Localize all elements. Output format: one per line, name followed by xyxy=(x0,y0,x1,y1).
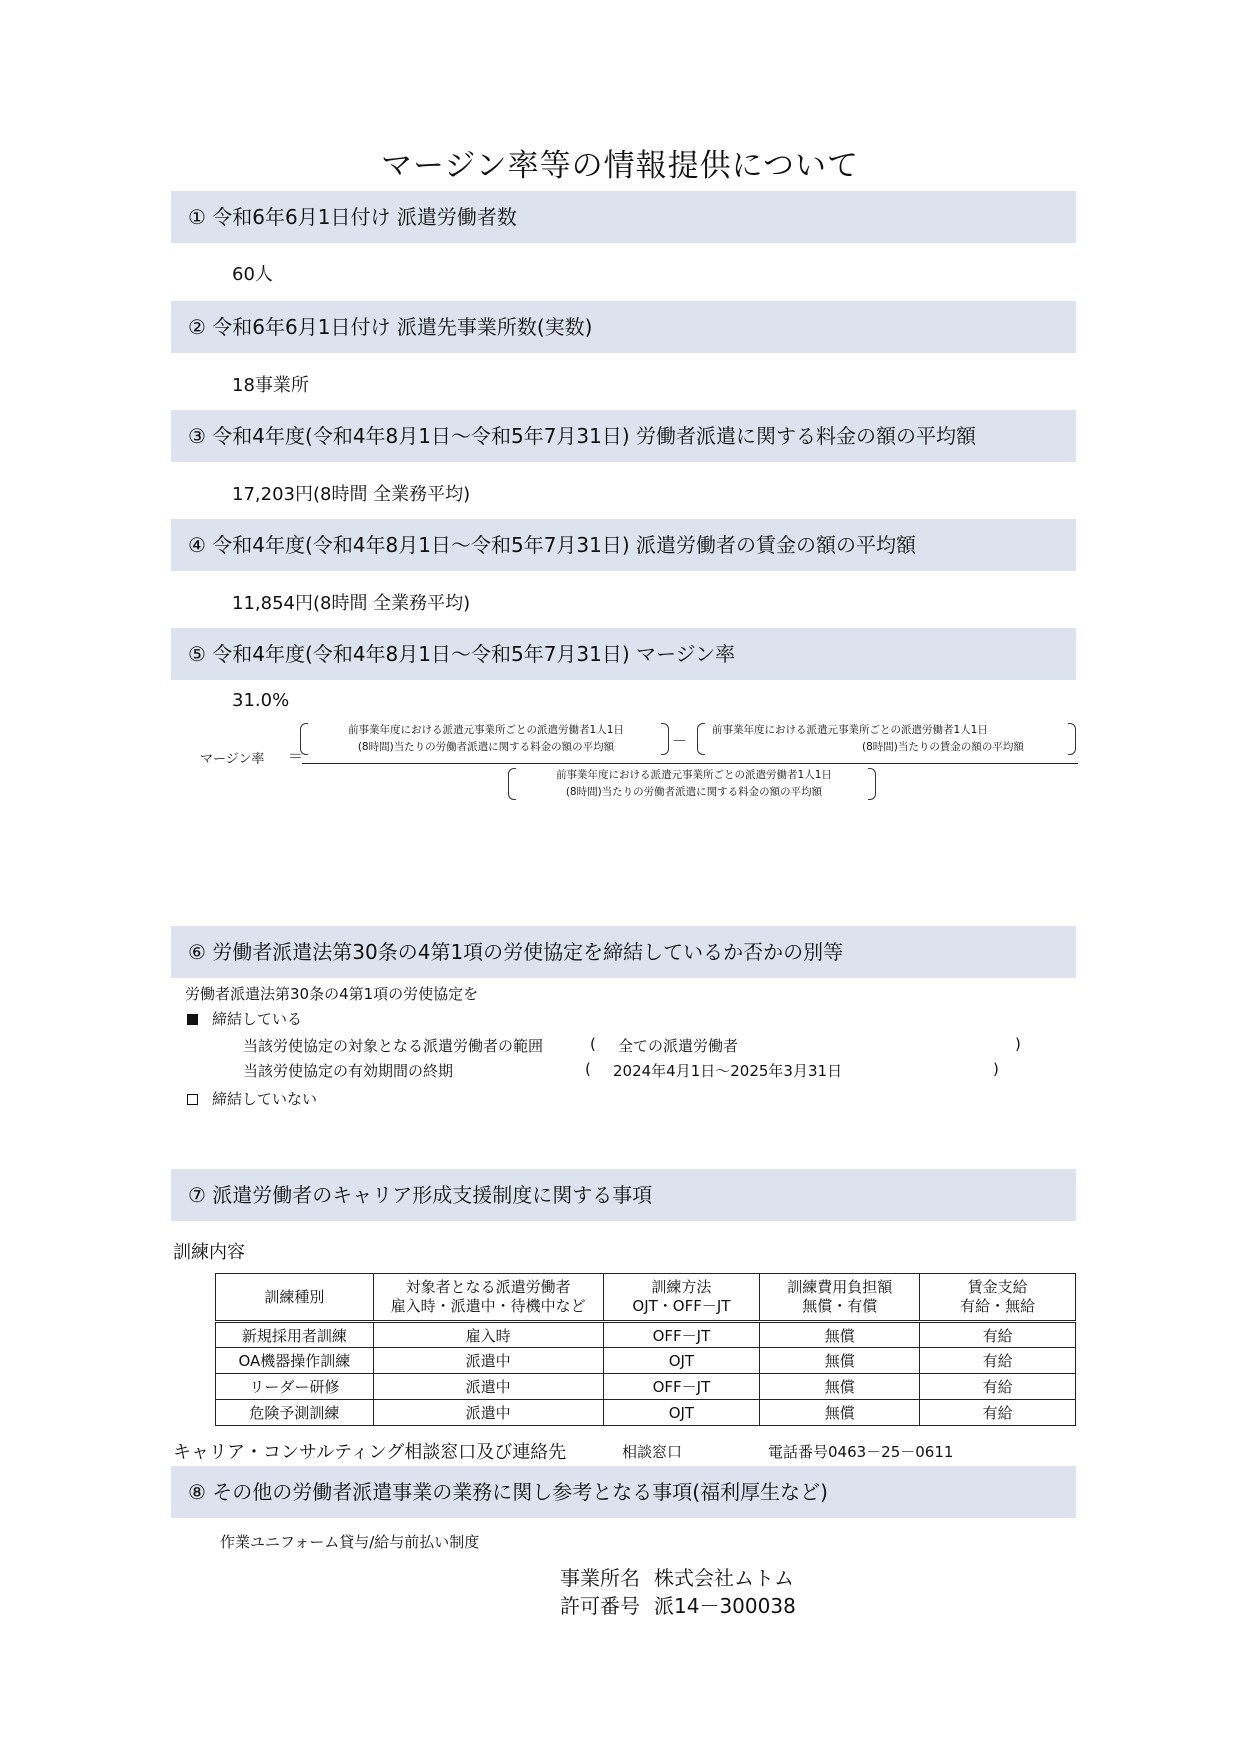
training-label: 訓練内容 xyxy=(173,1242,245,1263)
training-table xyxy=(215,1273,1076,1426)
section-5-header xyxy=(171,628,1076,680)
agreement-scope-close: ) xyxy=(1015,1035,1021,1053)
formula-minus: － xyxy=(672,732,688,750)
agreement-term-open: ( xyxy=(585,1060,591,1078)
table-row xyxy=(216,1374,1076,1400)
training-cell-method: OJT xyxy=(603,1400,760,1426)
formula-numerator-a-line1: 前事業年度における派遣元事業所ごとの派遣労働者1人1日 xyxy=(348,724,624,736)
formula-denominator-line1: 前事業年度における派遣元事業所ごとの派遣労働者1人1日 xyxy=(556,769,832,781)
training-table-header-row xyxy=(216,1274,1076,1322)
office-name-label: 事業所名 xyxy=(560,1566,640,1590)
section-6-header xyxy=(171,926,1076,978)
section-3-header xyxy=(171,410,1076,462)
agreement-option-no xyxy=(187,1088,317,1109)
section-8-header xyxy=(171,1466,1076,1518)
training-cell-type: 危険予測訓練 xyxy=(216,1400,374,1426)
section-1-header xyxy=(171,191,1076,243)
training-cell-method: OFF－JT xyxy=(603,1322,760,1348)
office-name xyxy=(560,1562,794,1591)
formula-denominator xyxy=(524,767,864,801)
formula-denominator-line2: (8時間)当たりの労働者派遣に関する料金の額の平均額 xyxy=(565,786,823,798)
training-cell-target: 派遣中 xyxy=(373,1374,603,1400)
training-cell-cost: 無償 xyxy=(760,1348,920,1374)
section-7-header xyxy=(171,1169,1076,1221)
section-5-value: 31.0% xyxy=(232,690,290,711)
training-cell-wage: 有給 xyxy=(920,1374,1076,1400)
agreement-term-close: ) xyxy=(993,1060,999,1078)
section-8-heading: ⑧ その他の労働者派遣事業の業務に関し参考となる事項(福利厚生など) xyxy=(188,1480,828,1504)
training-cell-target: 派遣中 xyxy=(373,1348,603,1374)
section-3-heading: ③ 令和4年度(令和4年8月1日～令和5年7月31日) 労働者派遣に関する料金の額の平均額 xyxy=(188,424,977,448)
section-4-heading: ④ 令和4年度(令和4年8月1日～令和5年7月31日) 派遣労働者の賃金の額の平均額 xyxy=(188,533,917,557)
career-label: キャリア・コンサルティング相談窓口及び連絡先 xyxy=(173,1442,567,1463)
agreement-scope-open: ( xyxy=(590,1035,596,1053)
training-header-wage: 賃金支給 有給・無給 xyxy=(920,1274,1076,1322)
formula-label: マージン率 xyxy=(200,752,265,767)
training-cell-target: 雇入時 xyxy=(373,1322,603,1348)
formula-equals: ＝ xyxy=(288,747,304,765)
section-3-value: 17,203円(8時間 全業務平均) xyxy=(232,484,471,505)
formula-bracket-right-b xyxy=(1068,723,1076,755)
page-title: マージン率等の情報提供について xyxy=(381,148,859,184)
agreement-option-yes xyxy=(187,1008,302,1029)
section-2-value: 18事業所 xyxy=(232,375,309,396)
agreement-intro: 労働者派遣法第30条の4第1項の労使協定を xyxy=(185,985,479,1003)
section-6-heading: ⑥ 労働者派遣法第30条の4第1項の労使協定を締結しているか否かの別等 xyxy=(188,940,844,964)
section-4-header xyxy=(171,519,1076,571)
training-cell-wage: 有給 xyxy=(920,1400,1076,1426)
table-row xyxy=(216,1400,1076,1426)
permit-number xyxy=(560,1590,796,1619)
agreement-term-value: 2024年4月1日～2025年3月31日 xyxy=(613,1062,843,1080)
formula-numerator-b-line1: 前事業年度における派遣元事業所ごとの派遣労働者1人1日 xyxy=(712,724,988,736)
agreement-option-yes-label: 締結している xyxy=(212,1010,303,1028)
training-cell-target: 派遣中 xyxy=(373,1400,603,1426)
training-header-cost: 訓練費用負担額 無償・有償 xyxy=(760,1274,920,1322)
section-2-header xyxy=(171,301,1076,353)
agreement-option-no-label: 締結していない xyxy=(212,1090,318,1108)
training-cell-type: 新規採用者訓練 xyxy=(216,1322,374,1348)
career-phone: 電話番号0463－25－0611 xyxy=(768,1443,954,1461)
training-cell-method: OFF－JT xyxy=(603,1374,760,1400)
section-5-heading: ⑤ 令和4年度(令和4年8月1日～令和5年7月31日) マージン率 xyxy=(188,642,736,666)
agreement-scope-label: 当該労使協定の対象となる派遣労働者の範囲 xyxy=(243,1037,544,1055)
training-cell-cost: 無償 xyxy=(760,1322,920,1348)
training-header-type: 訓練種別 xyxy=(216,1274,374,1322)
formula-bracket-left-den xyxy=(508,768,516,800)
training-cell-wage: 有給 xyxy=(920,1322,1076,1348)
section-1-value: 60人 xyxy=(232,264,273,285)
formula-numerator-b xyxy=(712,722,1052,756)
formula-bracket-left-a xyxy=(300,723,308,755)
formula-bracket-left-b xyxy=(697,723,705,755)
permit-number-value: 派14－300038 xyxy=(654,1594,796,1618)
section-8-value: 作業ユニフォーム貸与/給与前払い制度 xyxy=(220,1533,480,1551)
unchecked-box-icon xyxy=(187,1094,198,1105)
training-cell-method: OJT xyxy=(603,1348,760,1374)
checked-box-icon xyxy=(187,1014,198,1025)
formula-bracket-right-a xyxy=(661,723,669,755)
training-cell-cost: 無償 xyxy=(760,1374,920,1400)
training-cell-wage: 有給 xyxy=(920,1348,1076,1374)
section-7-heading: ⑦ 派遣労働者のキャリア形成支援制度に関する事項 xyxy=(188,1183,653,1207)
office-name-value: 株式会社ムトム xyxy=(654,1566,794,1590)
formula-bracket-right-den xyxy=(868,768,876,800)
permit-number-label: 許可番号 xyxy=(560,1594,640,1618)
formula-fraction-line xyxy=(302,763,1078,764)
training-header-target: 対象者となる派遣労働者 雇入時・派遣中・待機中など xyxy=(373,1274,603,1322)
training-cell-type: リーダー研修 xyxy=(216,1374,374,1400)
section-1-heading: ① 令和6年6月1日付け 派遣労働者数 xyxy=(188,205,517,229)
table-row xyxy=(216,1348,1076,1374)
training-cell-type: OA機器操作訓練 xyxy=(216,1348,374,1374)
section-2-heading: ② 令和6年6月1日付け 派遣先事業所数(実数) xyxy=(188,315,593,339)
agreement-scope-value: 全ての派遣労働者 xyxy=(618,1037,739,1055)
formula-numerator-a xyxy=(316,722,656,756)
training-header-method: 訓練方法 OJT・OFF－JT xyxy=(603,1274,760,1322)
section-4-value: 11,854円(8時間 全業務平均) xyxy=(232,593,471,614)
formula-numerator-b-line2: (8時間)当たりの賃金の額の平均額 xyxy=(862,741,1024,753)
table-row xyxy=(216,1322,1076,1348)
formula-numerator-a-line2: (8時間)当たりの労働者派遣に関する料金の額の平均額 xyxy=(357,741,615,753)
agreement-term-label: 当該労使協定の有効期間の終期 xyxy=(243,1062,454,1080)
training-cell-cost: 無償 xyxy=(760,1400,920,1426)
career-window: 相談窓口 xyxy=(622,1443,683,1461)
